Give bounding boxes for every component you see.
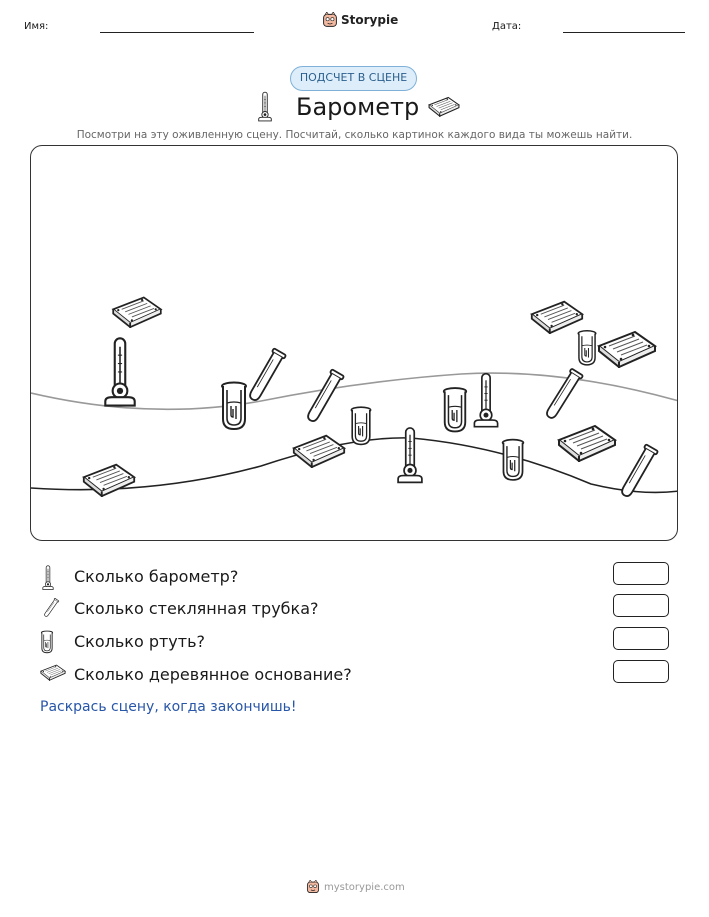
glass-tube-item: [304, 369, 344, 424]
glass-tube-icon: [40, 597, 62, 619]
glass-tube-item: [246, 348, 286, 403]
wooden-base-item: [559, 426, 615, 461]
storypie-mascot-icon: [306, 880, 320, 894]
wooden-base-icon: [40, 663, 66, 681]
glass-tube-item: [618, 444, 658, 499]
barometer-item: [105, 338, 134, 405]
brand-name: Storypie: [341, 13, 399, 27]
name-field-line[interactable]: [100, 32, 254, 33]
date-label: Дата:: [492, 21, 522, 32]
barometer-title-icon: [256, 91, 274, 123]
barometer-icon: [40, 565, 56, 591]
answer-box[interactable]: [613, 627, 669, 650]
question-text: Сколько деревянное основание?: [74, 665, 352, 684]
mercury-item: [503, 440, 524, 480]
instructions: Посмотри на эту оживленную сцену. Посчитай, сколько картинок каждого вида ты можешь найти.: [76, 129, 633, 141]
barometer-item: [474, 374, 497, 427]
question-row: [40, 597, 680, 621]
question-row: [40, 630, 680, 654]
wooden-base-item: [113, 297, 161, 327]
wooden-base-item: [294, 436, 344, 468]
name-label: Имя:: [24, 21, 49, 32]
storypie-logo: [322, 12, 398, 28]
coloring-note: Раскрась сцену, когда закончишь!: [40, 699, 297, 715]
question-text: Сколько барометр?: [74, 567, 239, 586]
mercury-item: [351, 407, 370, 444]
answer-box[interactable]: [613, 562, 669, 585]
wooden-base-item: [532, 302, 582, 334]
answer-box[interactable]: [613, 660, 669, 683]
question-text: Сколько ртуть?: [74, 632, 206, 651]
scene-illustration: [31, 146, 678, 541]
mercury-item: [222, 383, 246, 430]
mercury-item: [578, 331, 596, 365]
date-field-line[interactable]: [563, 32, 685, 33]
page-title: Барометр: [296, 93, 420, 121]
site-url: mystorypie.com: [324, 881, 405, 893]
site-footer: [306, 880, 405, 894]
counting-scene[interactable]: [30, 145, 678, 541]
storypie-mascot-icon: [322, 12, 338, 28]
mercury-item: [444, 388, 466, 431]
barometer-item: [398, 428, 422, 482]
activity-badge: ПОДСЧЕТ В СЦЕНЕ: [290, 66, 417, 91]
question-text: Сколько стеклянная трубка?: [74, 599, 319, 618]
question-row: [40, 565, 680, 589]
question-row: [40, 663, 680, 687]
wooden-base-item: [84, 465, 134, 497]
wooden-base-title-icon: [428, 95, 460, 117]
answer-box[interactable]: [613, 594, 669, 617]
mercury-icon: [40, 630, 54, 654]
wooden-base-item: [599, 332, 655, 367]
